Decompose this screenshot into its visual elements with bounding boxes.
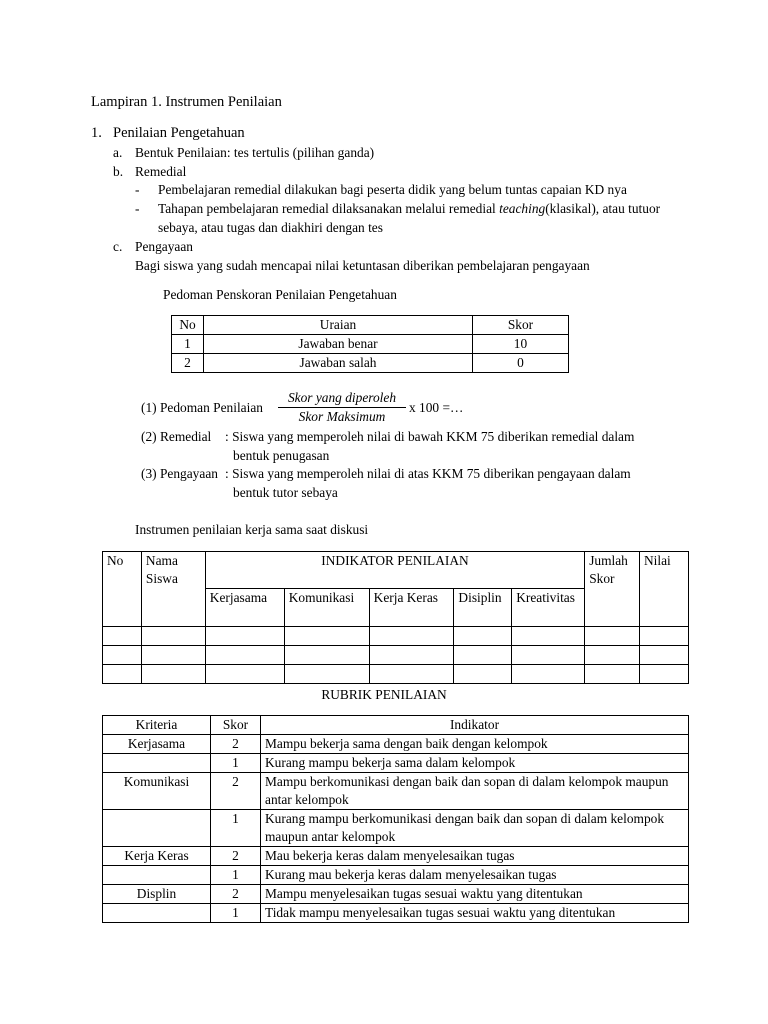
table-cell: [103, 866, 211, 885]
table-header-cell: Kriteria: [103, 716, 211, 735]
table-header-cell: Disiplin: [454, 589, 512, 627]
table-row: [103, 866, 689, 885]
scoring-table: [171, 315, 569, 373]
score-fraction: [278, 389, 406, 426]
table-cell: [369, 665, 454, 684]
table-cell: 1: [211, 810, 261, 847]
table-cell: [284, 665, 369, 684]
rule-2-text: : Siswa yang memperoleh nilai di bawah KKM 75 diberikan remedial dalam: [225, 429, 635, 444]
table-cell: [205, 646, 284, 665]
table-cell: Displin: [103, 885, 211, 904]
table-header-cell: Indikator: [261, 716, 689, 735]
table-row: [103, 552, 689, 589]
table-cell: Kerjasama: [103, 735, 211, 754]
table-header-cell: Skor: [473, 316, 569, 335]
table-header-cell: Jumlah Skor: [585, 552, 640, 627]
table-cell: [284, 627, 369, 646]
list-marker-b: b.: [113, 164, 124, 179]
table-cell: Komunikasi: [103, 773, 211, 810]
table-cell: Mampu bekerja sama dengan baik dengan kelompok: [261, 735, 689, 754]
table-cell: [103, 810, 211, 847]
table-cell: [141, 646, 205, 665]
table-header-cell: INDIKATOR PENILAIAN: [205, 552, 584, 589]
table-cell: 1: [211, 754, 261, 773]
table-header-cell: No: [103, 552, 142, 627]
table-cell: 1: [211, 866, 261, 885]
table-cell: [103, 627, 142, 646]
table-header-cell: Nama Siswa: [141, 552, 205, 627]
table-cell: Jawaban salah: [204, 354, 473, 373]
teamwork-title: Instrumen penilaian kerja sama saat diskusi: [135, 522, 369, 537]
table-cell: 2: [211, 773, 261, 810]
table-cell: [640, 646, 689, 665]
table-cell: [205, 627, 284, 646]
table-cell: 2: [211, 847, 261, 866]
table-cell: Mampu berkomunikasi dengan baik dan sopan di dalam kelompok maupun antar kelompok: [261, 773, 689, 810]
table-row: [103, 904, 689, 923]
table-cell: [141, 627, 205, 646]
teamwork-table: [102, 551, 689, 684]
table-cell: Jawaban benar: [204, 335, 473, 354]
table-cell: 2: [211, 735, 261, 754]
table-cell: Tidak mampu menyelesaikan tugas sesuai waktu yang ditentukan: [261, 904, 689, 923]
table-cell: [640, 665, 689, 684]
table-row: [103, 810, 689, 847]
table-row: [103, 754, 689, 773]
fraction-denominator: Skor Maksimum: [278, 407, 406, 426]
table-row: [103, 735, 689, 754]
section-number: 1.: [91, 125, 102, 141]
rule-2-line2: bentuk penugasan: [233, 448, 330, 463]
table-cell: Mampu menyelesaikan tugas sesuai waktu yang ditentukan: [261, 885, 689, 904]
table-cell: [512, 627, 585, 646]
rubric-title: RUBRIK PENILAIAN: [321, 687, 447, 702]
enrichment-heading: Pengayaan: [135, 239, 194, 254]
table-row: [103, 646, 689, 665]
table-header-cell: No: [172, 316, 204, 335]
table-cell: [585, 627, 640, 646]
table-header-cell: Nilai: [640, 552, 689, 627]
rubric-table: [102, 715, 689, 923]
table-header-cell: Kerjasama: [205, 589, 284, 627]
table-row: [103, 627, 689, 646]
table-cell: [369, 646, 454, 665]
table-header-cell: Kreativitas: [512, 589, 585, 627]
table-cell: Mau bekerja keras dalam menyelesaikan tugas: [261, 847, 689, 866]
remedial-item-2-line2: sebaya, atau tugas dan diakhiri dengan tes: [158, 220, 383, 235]
table-row: [172, 316, 569, 335]
page-title: Lampiran 1. Instrumen Penilaian: [91, 94, 282, 110]
assessment-form-text: Bentuk Penilaian: tes tertulis (pilihan ganda): [135, 145, 375, 160]
rule-2-label: (2) Remedial: [141, 429, 212, 444]
table-cell: [103, 665, 142, 684]
table-cell: 2: [211, 885, 261, 904]
table-cell: [369, 627, 454, 646]
remedial-item-1: Pembelajaran remedial dilakukan bagi peserta didik yang belum tuntas capaian KD nya: [158, 182, 627, 197]
remedial-heading: Remedial: [135, 164, 187, 179]
table-row: [172, 335, 569, 354]
table-row: [103, 716, 689, 735]
remedial-item-2-tail: (klasikal), atau tutuor: [545, 201, 661, 216]
bullet-dash: -: [135, 201, 140, 216]
table-header-cell: Kerja Keras: [369, 589, 454, 627]
table-cell: 1: [211, 904, 261, 923]
table-row: [103, 885, 689, 904]
table-cell: 1: [172, 335, 204, 354]
bullet-dash: -: [135, 182, 140, 197]
table-cell: Kerja Keras: [103, 847, 211, 866]
fraction-multiplier: x 100 =…: [409, 400, 464, 415]
rule-3-label: (3) Pengayaan: [141, 466, 218, 481]
list-marker-a: a.: [113, 145, 123, 160]
table-row: [103, 665, 689, 684]
rule-1-label: (1) Pedoman Penilaian: [141, 400, 263, 415]
scoring-title: Pedoman Penskoran Penilaian Pengetahuan: [163, 287, 397, 302]
rule-3-text: : Siswa yang memperoleh nilai di atas KKM 75 diberikan pengayaan dalam: [225, 466, 631, 481]
table-cell: [454, 646, 512, 665]
table-cell: [141, 665, 205, 684]
table-cell: 10: [473, 335, 569, 354]
table-row: [172, 354, 569, 373]
table-cell: [454, 627, 512, 646]
table-row: [103, 773, 689, 810]
table-cell: [284, 646, 369, 665]
table-cell: 2: [172, 354, 204, 373]
table-cell: [585, 665, 640, 684]
remedial-item-2: [158, 200, 660, 218]
table-cell: Kurang mampu berkomunikasi dengan baik dan sopan di dalam kelompok maupun antar kelompok: [261, 810, 689, 847]
remedial-item-2-text: Tahapan pembelajaran remedial dilaksanakan melalui remedial: [158, 201, 500, 216]
table-cell: [103, 904, 211, 923]
table-header-cell: Komunikasi: [284, 589, 369, 627]
section-title: Penilaian Pengetahuan: [113, 125, 245, 141]
table-header-cell: Skor: [211, 716, 261, 735]
table-cell: 0: [473, 354, 569, 373]
table-cell: [512, 665, 585, 684]
table-cell: [512, 646, 585, 665]
table-header-cell: Uraian: [204, 316, 473, 335]
table-cell: [454, 665, 512, 684]
table-cell: [205, 665, 284, 684]
enrichment-description: Bagi siswa yang sudah mencapai nilai ketuntasan diberikan pembelajaran pengayaan: [135, 258, 590, 273]
table-cell: [103, 754, 211, 773]
table-cell: [640, 627, 689, 646]
table-cell: [103, 646, 142, 665]
list-marker-c: c.: [113, 239, 123, 254]
rule-3-line2: bentuk tutor sebaya: [233, 485, 338, 500]
table-row: [103, 847, 689, 866]
table-cell: Kurang mau bekerja keras dalam menyelesaikan tugas: [261, 866, 689, 885]
remedial-item-2-italic: teaching: [499, 201, 546, 216]
table-cell: Kurang mampu bekerja sama dalam kelompok: [261, 754, 689, 773]
fraction-numerator: Skor yang diperoleh: [287, 390, 397, 405]
table-cell: [585, 646, 640, 665]
